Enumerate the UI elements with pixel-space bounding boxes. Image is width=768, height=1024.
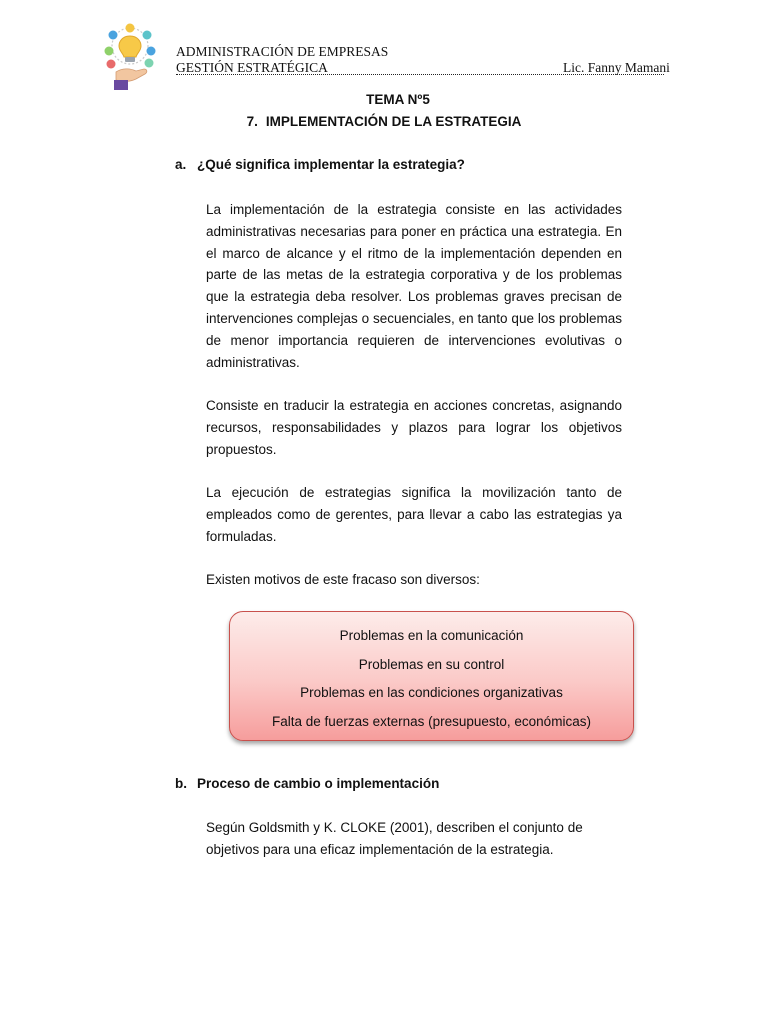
paragraph-execution: La ejecución de estrategias significa la movilización tanto de empleados como de gerentes, para llevar a cabo las estrategias ya formuladas. xyxy=(206,485,622,544)
paragraph-translation: Consiste en traducir la estrategia en acciones concretas, asignando recursos, responsabilidades y plazos para lograr los objetivos propuestos. xyxy=(206,398,622,457)
section-a-heading-text: ¿Qué significa implementar la estrategia? xyxy=(197,157,465,172)
topic-title: TEMA Nº5 xyxy=(366,92,430,107)
header-divider xyxy=(176,74,664,75)
failure-reasons-box xyxy=(229,611,634,741)
reason-item: Falta de fuerzas externas (presupuesto, económicas) xyxy=(272,713,591,729)
header-author: Lic. Fanny Mamani xyxy=(563,60,670,75)
chapter-title xyxy=(0,114,768,129)
paragraph-definition: La implementación de la estrategia consiste en las actividades administrativas necesarias para poner en práctica una estrategia. En el marco de alcance y el ritmo de la implementación dependen en parte de las metas de la estrategia corporativa y de los problemas que la estrategia deba resolver. Los problemas graves precisan de intervenciones complejas o secuenciales, en tanto que los problemas de menor importancia requieren de intervenciones evolutivas o administrativas. xyxy=(206,202,622,370)
reason-item: Problemas en las condiciones organizativas xyxy=(300,685,563,700)
section-b-letter: b. xyxy=(175,776,187,791)
chapter-title-text: IMPLEMENTACIÓN DE LA ESTRATEGIA xyxy=(265,114,522,129)
section-a-heading xyxy=(175,157,465,172)
paragraph-failure-intro: Existen motivos de este fracaso son diversos: xyxy=(206,572,480,587)
reason-item: Problemas en la comunicación xyxy=(339,628,524,643)
reason-item: Problemas en su control xyxy=(358,656,505,672)
section-b-heading xyxy=(175,776,439,791)
chapter-number: 7. xyxy=(246,114,258,129)
header-subject: GESTIÓN ESTRATÉGICA xyxy=(176,60,328,75)
section-a-letter: a. xyxy=(175,157,187,172)
paragraph-goldsmith-line2: objetivos para una eficaz implementación de la estrategia. xyxy=(206,841,554,857)
header-course: ADMINISTRACIÓN DE EMPRESAS xyxy=(176,44,389,59)
paragraph-goldsmith-line1: Según Goldsmith y K. CLOKE (2001), describen el conjunto de xyxy=(206,820,583,835)
lightbulb-hand-icon xyxy=(100,22,162,92)
paragraph-goldsmith xyxy=(206,817,622,861)
section-b-heading-text: Proceso de cambio o implementación xyxy=(197,776,440,791)
